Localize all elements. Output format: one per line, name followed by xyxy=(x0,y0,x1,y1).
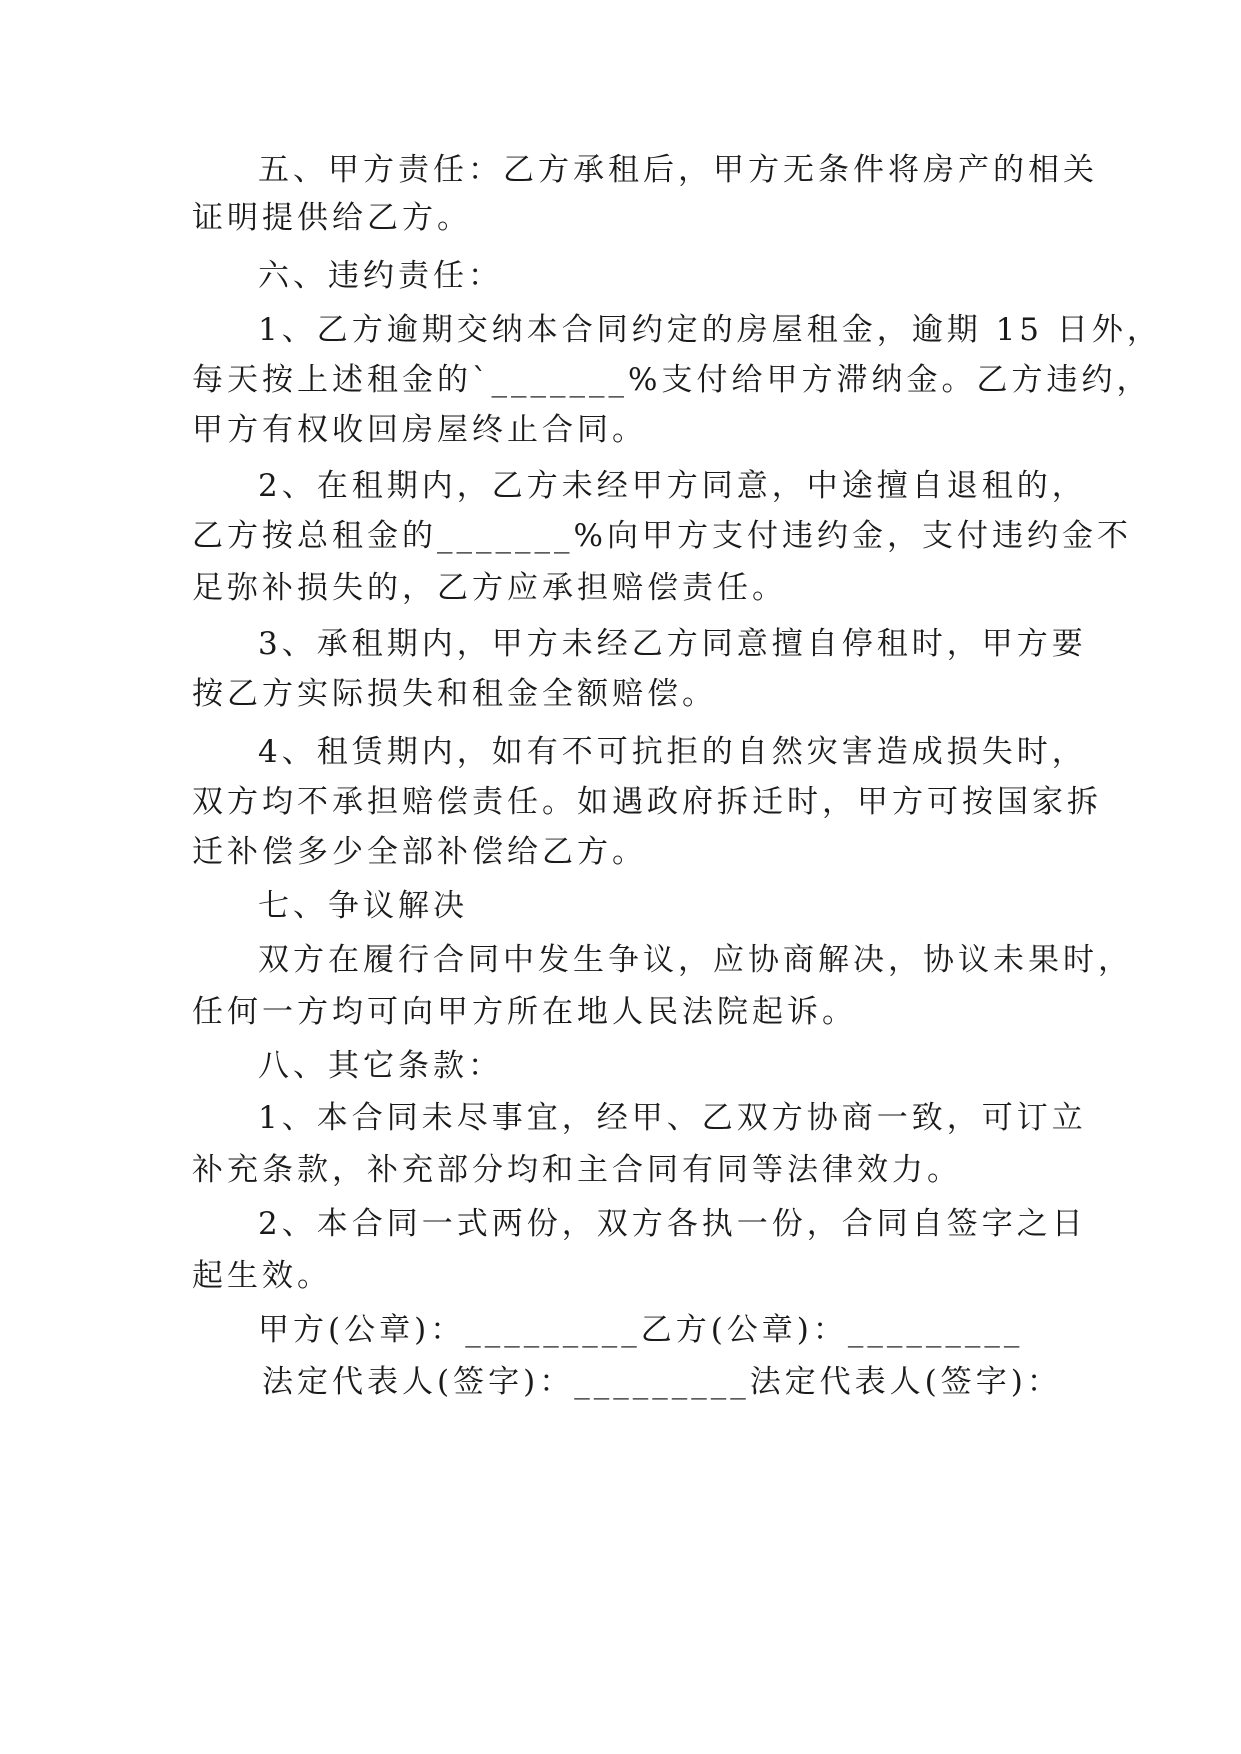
clause-6-1-line-1: 1、乙方逾期交纳本合同约定的房屋租金，逾期 15 日外， xyxy=(258,312,1162,348)
clause-6-2-line-1: 2、在租期内，乙方未经甲方同意，中途擅自退租的， xyxy=(258,468,1087,504)
clause-6-3-line-2: 按乙方实际损失和租金全额赔偿。 xyxy=(192,676,717,712)
clause-6-2-line-3: 足弥补损失的，乙方应承担赔偿责任。 xyxy=(192,570,787,606)
clause-8-1-line-1: 1、本合同未尽事宜，经甲、乙双方协商一致，可订立 xyxy=(258,1100,1087,1136)
clause-6-heading: 六、违约责任： xyxy=(258,258,503,294)
clause-6-2-line-2: 乙方按总租金的_______%向甲方支付违约金，支付违约金不 xyxy=(192,518,1132,554)
clause-7-line-2: 任何一方均可向甲方所在地人民法院起诉。 xyxy=(192,994,857,1030)
clause-6-1-line-2: 每天按上述租金的`_______%支付给甲方滞纳金。乙方违约， xyxy=(192,362,1152,398)
clause-8-2-line-1: 2、本合同一式两份，双方各执一份，合同自签字之日 xyxy=(258,1206,1087,1242)
clause-6-4-line-3: 迁补偿多少全部补偿给乙方。 xyxy=(192,834,647,870)
clause-5-line-1: 五、甲方责任：乙方承租后，甲方无条件将房产的相关 xyxy=(258,152,1098,188)
clause-5-line-2: 证明提供给乙方。 xyxy=(192,200,472,236)
clause-8-2-line-2: 起生效。 xyxy=(192,1258,332,1294)
clause-8-heading: 八、其它条款： xyxy=(258,1048,503,1084)
clause-6-1-line-3: 甲方有权收回房屋终止合同。 xyxy=(192,412,647,448)
clause-6-4-line-1: 4、租赁期内，如有不可抗拒的自然灾害造成损失时， xyxy=(258,734,1087,770)
clause-6-4-line-2: 双方均不承担赔偿责任。如遇政府拆迁时，甲方可按国家拆 xyxy=(192,784,1102,820)
clause-7-line-1: 双方在履行合同中发生争议，应协商解决，协议未果时， xyxy=(258,942,1133,978)
clause-6-3-line-1: 3、承租期内，甲方未经乙方同意擅自停租时，甲方要 xyxy=(258,626,1087,662)
signature-legal-rep-line: 法定代表人(签字)：_________法定代表人(签字)： xyxy=(262,1364,1062,1400)
signature-seal-line: 甲方(公章)：_________乙方(公章)：_________ xyxy=(258,1312,1024,1348)
clause-8-1-line-2: 补充条款，补充部分均和主合同有同等法律效力。 xyxy=(192,1152,962,1188)
clause-7-heading: 七、争议解决 xyxy=(258,888,468,924)
